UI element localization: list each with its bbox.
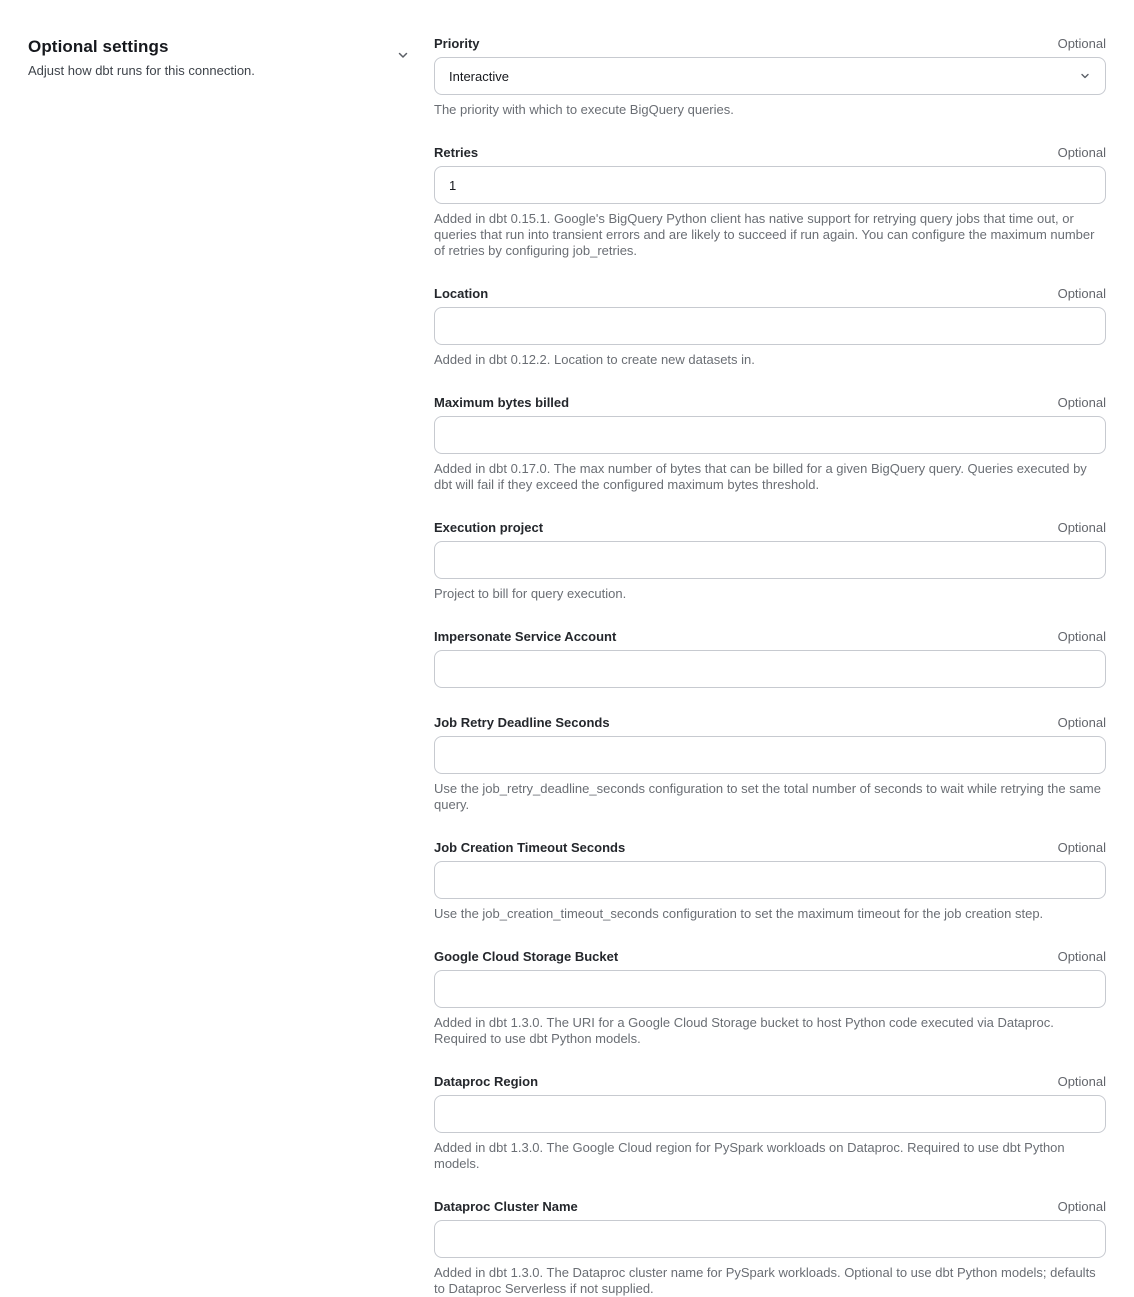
text-input[interactable] bbox=[434, 166, 1106, 204]
text-input[interactable] bbox=[434, 650, 1106, 688]
section-title: Optional settings bbox=[28, 37, 169, 56]
field-helper: Project to bill for query execution. bbox=[434, 586, 627, 601]
optional-badge: Optional bbox=[1057, 145, 1106, 160]
field-label-row bbox=[434, 949, 1106, 964]
optional-badge: Optional bbox=[1057, 395, 1106, 410]
field-label-row bbox=[434, 36, 1106, 51]
field-label-row bbox=[434, 145, 1106, 160]
field-label: Maximum bytes billed bbox=[434, 395, 570, 410]
field-helper: The priority with which to execute BigQuery queries. bbox=[434, 102, 734, 117]
form-field-maximum-bytes-billed bbox=[434, 395, 1106, 493]
text-input[interactable] bbox=[434, 1095, 1106, 1133]
optional-badge: Optional bbox=[1057, 36, 1106, 51]
field-label-row bbox=[434, 840, 1106, 855]
form-field-impersonate-service-account bbox=[434, 629, 1106, 688]
text-input[interactable] bbox=[434, 1220, 1106, 1258]
fields-column bbox=[434, 36, 1106, 1297]
field-control bbox=[434, 57, 1106, 95]
text-input[interactable] bbox=[434, 736, 1106, 774]
select-value: Interactive bbox=[449, 68, 509, 84]
section-subtitle: Adjust how dbt runs for this connection. bbox=[28, 63, 255, 78]
form-field-priority bbox=[434, 36, 1106, 118]
field-label: Dataproc Region bbox=[434, 1074, 539, 1089]
field-control bbox=[434, 970, 1106, 1008]
field-control bbox=[434, 307, 1106, 345]
field-helper: Use the job_retry_deadline_seconds configuration to set the total number of seconds to wait while retrying the same query. bbox=[434, 781, 1101, 812]
field-label: Impersonate Service Account bbox=[434, 629, 617, 644]
field-label: Google Cloud Storage Bucket bbox=[434, 949, 619, 964]
optional-badge: Optional bbox=[1057, 715, 1106, 730]
field-helper: Added in dbt 1.3.0. The Google Cloud region for PySpark workloads on Dataproc. Required to use dbt Python models. bbox=[434, 1140, 1065, 1171]
optional-badge: Optional bbox=[1057, 1074, 1106, 1089]
field-label-row bbox=[434, 629, 1106, 644]
field-label: Job Creation Timeout Seconds bbox=[434, 840, 626, 855]
field-helper: Added in dbt 1.3.0. The Dataproc cluster name for PySpark workloads. Optional to use dbt Python models; defaults to Dataproc Serverless if not supplied. bbox=[434, 1265, 1096, 1296]
section-collapse-button[interactable] bbox=[394, 46, 412, 64]
text-input[interactable] bbox=[434, 416, 1106, 454]
field-helper: Added in dbt 1.3.0. The URI for a Google Cloud Storage bucket to host Python code executed via Dataproc. Required to use dbt Python models. bbox=[434, 1015, 1054, 1046]
field-helper: Added in dbt 0.15.1. Google's BigQuery Python client has native support for retrying query jobs that time out, or queries that run into transient errors and are likely to succeed if run again. You can configure the maximum number of retries by configuring job_retries. bbox=[434, 211, 1095, 258]
field-control bbox=[434, 861, 1106, 899]
section-intro-text bbox=[28, 36, 255, 79]
field-label: Dataproc Cluster Name bbox=[434, 1199, 578, 1214]
optional-badge: Optional bbox=[1057, 286, 1106, 301]
optional-badge: Optional bbox=[1057, 949, 1106, 964]
field-label: Priority bbox=[434, 36, 480, 51]
text-input[interactable] bbox=[434, 861, 1106, 899]
field-control bbox=[434, 541, 1106, 579]
chevron-down-icon bbox=[1079, 70, 1091, 82]
field-control bbox=[434, 650, 1106, 688]
text-input[interactable] bbox=[434, 307, 1106, 345]
field-label-row bbox=[434, 395, 1106, 410]
field-label-row bbox=[434, 1074, 1106, 1089]
field-helper: Use the job_creation_timeout_seconds configuration to set the maximum timeout for the job creation step. bbox=[434, 906, 1044, 921]
optional-badge: Optional bbox=[1057, 629, 1106, 644]
field-helper: Added in dbt 0.17.0. The max number of bytes that can be billed for a given BigQuery query. Queries executed by dbt will fail if they exceed the configured maximum bytes threshold. bbox=[434, 461, 1087, 492]
field-control bbox=[434, 1095, 1106, 1133]
field-label-row bbox=[434, 520, 1106, 535]
section-intro bbox=[28, 36, 412, 79]
field-control bbox=[434, 736, 1106, 774]
form-field-dataproc-cluster-name bbox=[434, 1199, 1106, 1297]
form-field-job-retry-deadline-seconds bbox=[434, 715, 1106, 813]
field-label-row bbox=[434, 286, 1106, 301]
form-field-execution-project bbox=[434, 520, 1106, 602]
chevron-down-icon bbox=[396, 50, 410, 65]
field-control bbox=[434, 166, 1106, 204]
form-field-location bbox=[434, 286, 1106, 368]
select-input[interactable] bbox=[434, 57, 1106, 95]
text-input[interactable] bbox=[434, 541, 1106, 579]
form-field-google-cloud-storage-bucket bbox=[434, 949, 1106, 1047]
field-label: Retries bbox=[434, 145, 479, 160]
field-control bbox=[434, 416, 1106, 454]
field-helper: Added in dbt 0.12.2. Location to create new datasets in. bbox=[434, 352, 755, 367]
optional-badge: Optional bbox=[1057, 840, 1106, 855]
field-label-row bbox=[434, 1199, 1106, 1214]
field-label: Location bbox=[434, 286, 489, 301]
optional-badge: Optional bbox=[1057, 520, 1106, 535]
optional-badge: Optional bbox=[1057, 1199, 1106, 1214]
field-label: Job Retry Deadline Seconds bbox=[434, 715, 610, 730]
field-label: Execution project bbox=[434, 520, 544, 535]
form-field-retries bbox=[434, 145, 1106, 259]
form-field-job-creation-timeout-seconds bbox=[434, 840, 1106, 922]
form-field-dataproc-region bbox=[434, 1074, 1106, 1172]
field-label-row bbox=[434, 715, 1106, 730]
text-input[interactable] bbox=[434, 970, 1106, 1008]
field-control bbox=[434, 1220, 1106, 1258]
